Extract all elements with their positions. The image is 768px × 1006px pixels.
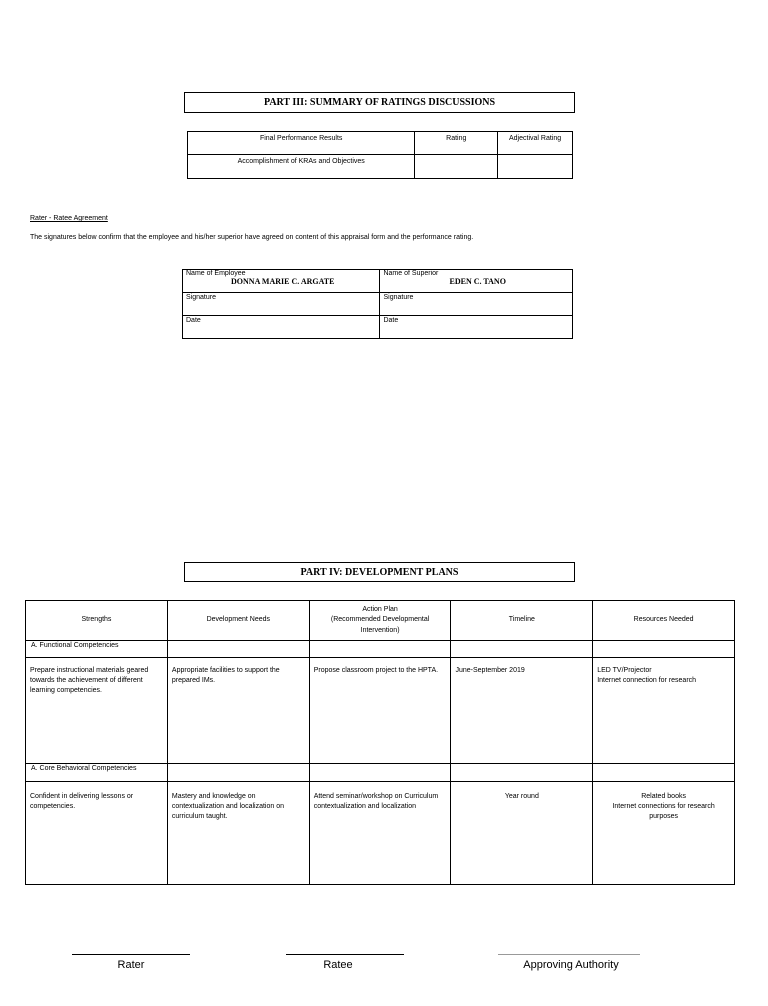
rater-label: Rater [117,959,145,971]
employee-label: Name of Employee [186,270,246,277]
section-core-behavioral-competencies: A. Core Behavioral Competencies [26,764,168,782]
row2-resource-1: Related books [641,793,686,800]
header-timeline: Timeline [451,601,593,641]
empty-cell [451,764,593,782]
part4-title [184,562,575,582]
approving-authority-label: Approving Authority [523,959,619,971]
kras-adjectival-cell[interactable] [498,155,573,179]
header-development-needs: Development Needs [167,601,309,641]
row1-timeline: June-September 2019 [451,658,593,764]
ratings-table [187,131,573,179]
superior-name: EDEN C. TANO [449,277,506,287]
row2-resource-2: Internet connections for research purposes [612,803,715,821]
empty-cell [593,641,735,658]
row2-action-plan: Attend seminar/workshop on Curriculum contextualization and localization [309,782,451,885]
superior-label: Name of Superior [383,270,439,277]
empty-cell [309,641,451,658]
row2-development-need: Mastery and knowledge on contextualization and localization on curriculum taught. [167,782,309,885]
agreement-text: The signatures below confirm that the employee and his/her superior have agreed on content of this appraisal form and the performance rating. [30,234,474,241]
empty-cell [167,641,309,658]
row2-timeline: Year round [451,782,593,885]
row1-resource-2: Internet connection for research [597,677,697,685]
part3-title-text: PART III: SUMMARY OF RATINGS DISCUSSIONS [263,97,496,108]
row1-strength: Prepare instructional materials geared towards the achievement of different learning competencies. [26,658,168,764]
superior-name-cell [380,270,573,293]
row1-development-need: Appropriate facilities to support the prepared IMs. [167,658,309,764]
row-kras-label: Accomplishment of KRAs and Objectives [188,155,415,179]
empty-cell [167,764,309,782]
ratee-signature-line [286,954,404,955]
row1-resources [593,658,735,764]
row2-strength: Confident in delivering lessons or competencies. [26,782,168,885]
development-table [25,600,735,885]
row2-resources [593,782,735,885]
part4-title-text: PART IV: DEVELOPMENT PLANS [300,566,459,578]
rater-signature-line [72,954,190,955]
empty-cell [451,641,593,658]
empty-cell [309,764,451,782]
superior-date-cell[interactable]: Date [380,316,573,339]
employee-signature-cell[interactable]: Signature [183,293,380,316]
header-adjectival-rating: Adjectival Rating [498,132,573,155]
superior-signature-cell[interactable]: Signature [380,293,573,316]
empty-cell [593,764,735,782]
approving-authority-signature-line [498,954,640,955]
signature-table [182,269,573,339]
row1-resource-1: LED TV/Projector [597,667,652,674]
header-strengths: Strengths [26,601,168,641]
part3-title [184,92,575,113]
employee-name-cell [183,270,380,293]
employee-date-cell[interactable]: Date [183,316,380,339]
agreement-heading: Rater - Ratee Agreement [30,215,108,222]
header-final-results: Final Performance Results [188,132,415,155]
row1-action-plan: Propose classroom project to the HPTA. [309,658,451,764]
header-rating: Rating [415,132,498,155]
header-resources: Resources Needed [593,601,735,641]
action-plan-line3: Intervention) [360,626,400,634]
ratee-label: Ratee [323,959,353,971]
action-plan-line2: (Recommended Developmental [330,616,430,624]
employee-name: DONNA MARIE C. ARGATE [231,277,335,287]
action-plan-line1: Action Plan [362,606,398,614]
header-action-plan [309,601,451,641]
section-functional-competencies: A. Functional Competencies [26,641,168,658]
kras-rating-cell[interactable] [415,155,498,179]
